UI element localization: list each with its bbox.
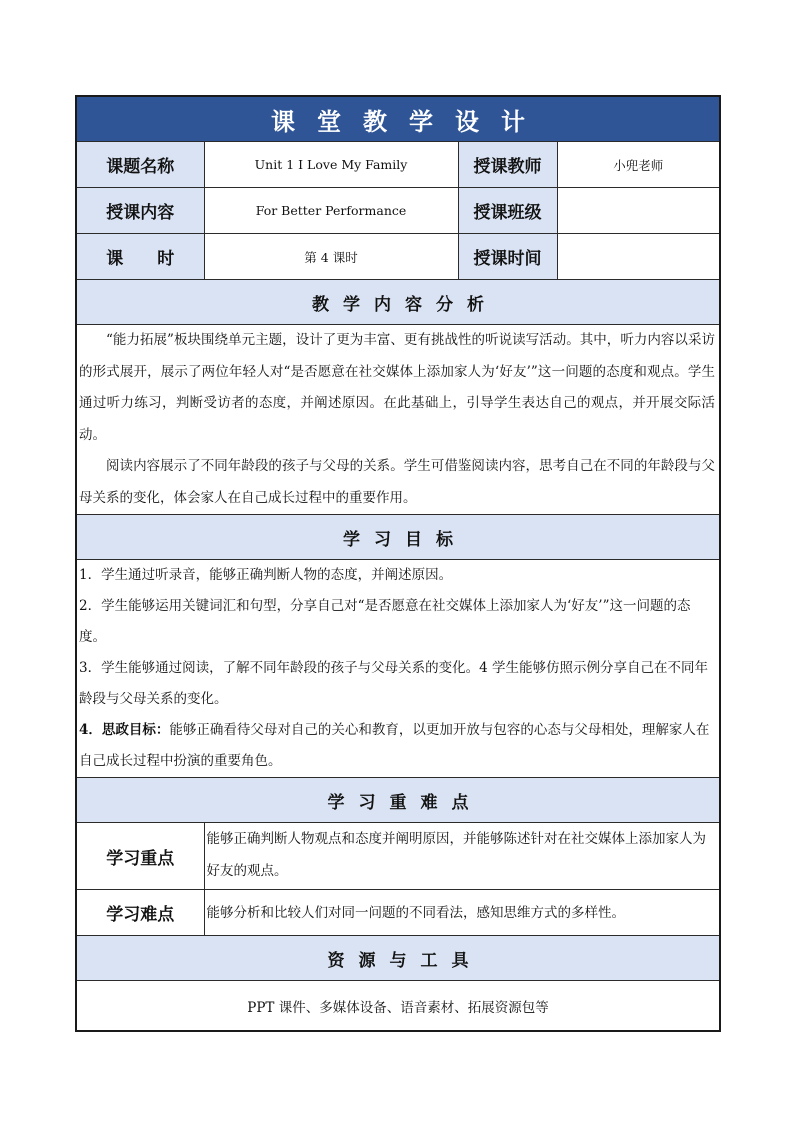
resources-text: PPT 课件、多媒体设备、语音素材、拓展资源包等 <box>76 981 720 1032</box>
goal-item-1: 1．学生通过听录音，能够正确判断人物的态度，并阐述原因。 <box>79 567 453 583</box>
goal-item-4-text: 能够正确看待父母对自己的关心和教育，以更加开放与包容的心态与父母相处，理解家人在自己成长过程中扮演的重要角色。 <box>79 722 710 769</box>
content-label: 授课内容 <box>76 188 204 234</box>
analysis-body <box>76 325 720 515</box>
goals-heading: 学习目标 <box>76 515 720 560</box>
lesson-plan-page <box>75 95 719 1032</box>
topic-label: 课题名称 <box>76 142 204 188</box>
class-label: 授课班级 <box>458 188 557 234</box>
goal-item-2: 2．学生能够运用关键词汇和句型，分享自己对“是否愿意在社交媒体上添加家人为‘好友’”这一问题的态度。 <box>79 598 691 645</box>
analysis-paragraph-1: “能力拓展”板块围绕单元主题，设计了更为丰富、更有挑战性的听说读写活动。其中，听力内容以采访的形式展开，展示了两位年轻人对“是否愿意在社交媒体上添加家人为‘好友’”这一问题的态度和观点。学生通过听力练习，判断受访者的态度，并阐述原因。在此基础上，引导学生表达自己的观点，并开展交际活动。 <box>79 332 715 443</box>
resources-heading: 资源与工具 <box>76 936 720 981</box>
analysis-heading: 教学内容分析 <box>76 280 720 325</box>
keypoints-heading: 学习重难点 <box>76 778 720 823</box>
teacher-label: 授课教师 <box>458 142 557 188</box>
goals-body <box>76 560 720 778</box>
goal-item-4 <box>79 715 716 777</box>
page-title: 课堂教学设计 <box>76 96 720 142</box>
analysis-paragraph-2: 阅读内容展示了不同年龄段的孩子与父母的关系。学生可借鉴阅读内容，思考自己在不同的年龄段与父母关系的变化，体会家人在自己成长过程中的重要作用。 <box>79 458 715 506</box>
topic-value: Unit 1 I Love My Family <box>204 142 458 188</box>
time-value <box>557 234 720 280</box>
period-label: 课 时 <box>76 234 204 280</box>
period-value: 第 4 课时 <box>204 234 458 280</box>
class-value <box>557 188 720 234</box>
difficulty-text: 能够分析和比较人们对同一问题的不同看法，感知思维方式的多样性。 <box>204 890 720 936</box>
time-label: 授课时间 <box>458 234 557 280</box>
lesson-plan-table <box>75 95 721 1032</box>
focus-text: 能够正确判断人物观点和态度并阐明原因，并能够陈述针对在社交媒体上添加家人为好友的观点。 <box>204 823 720 890</box>
focus-label: 学习重点 <box>76 823 204 890</box>
teacher-value: 小兜老师 <box>557 142 720 188</box>
difficulty-label: 学习难点 <box>76 890 204 936</box>
goal-item-4-prefix: 4．思政目标： <box>79 722 170 738</box>
content-value: For Better Performance <box>204 188 458 234</box>
goal-item-3: 3．学生能够通过阅读，了解不同年龄段的孩子与父母关系的变化。4 学生能够仿照示例分享自己在不同年龄段与父母关系的变化。 <box>79 660 708 707</box>
